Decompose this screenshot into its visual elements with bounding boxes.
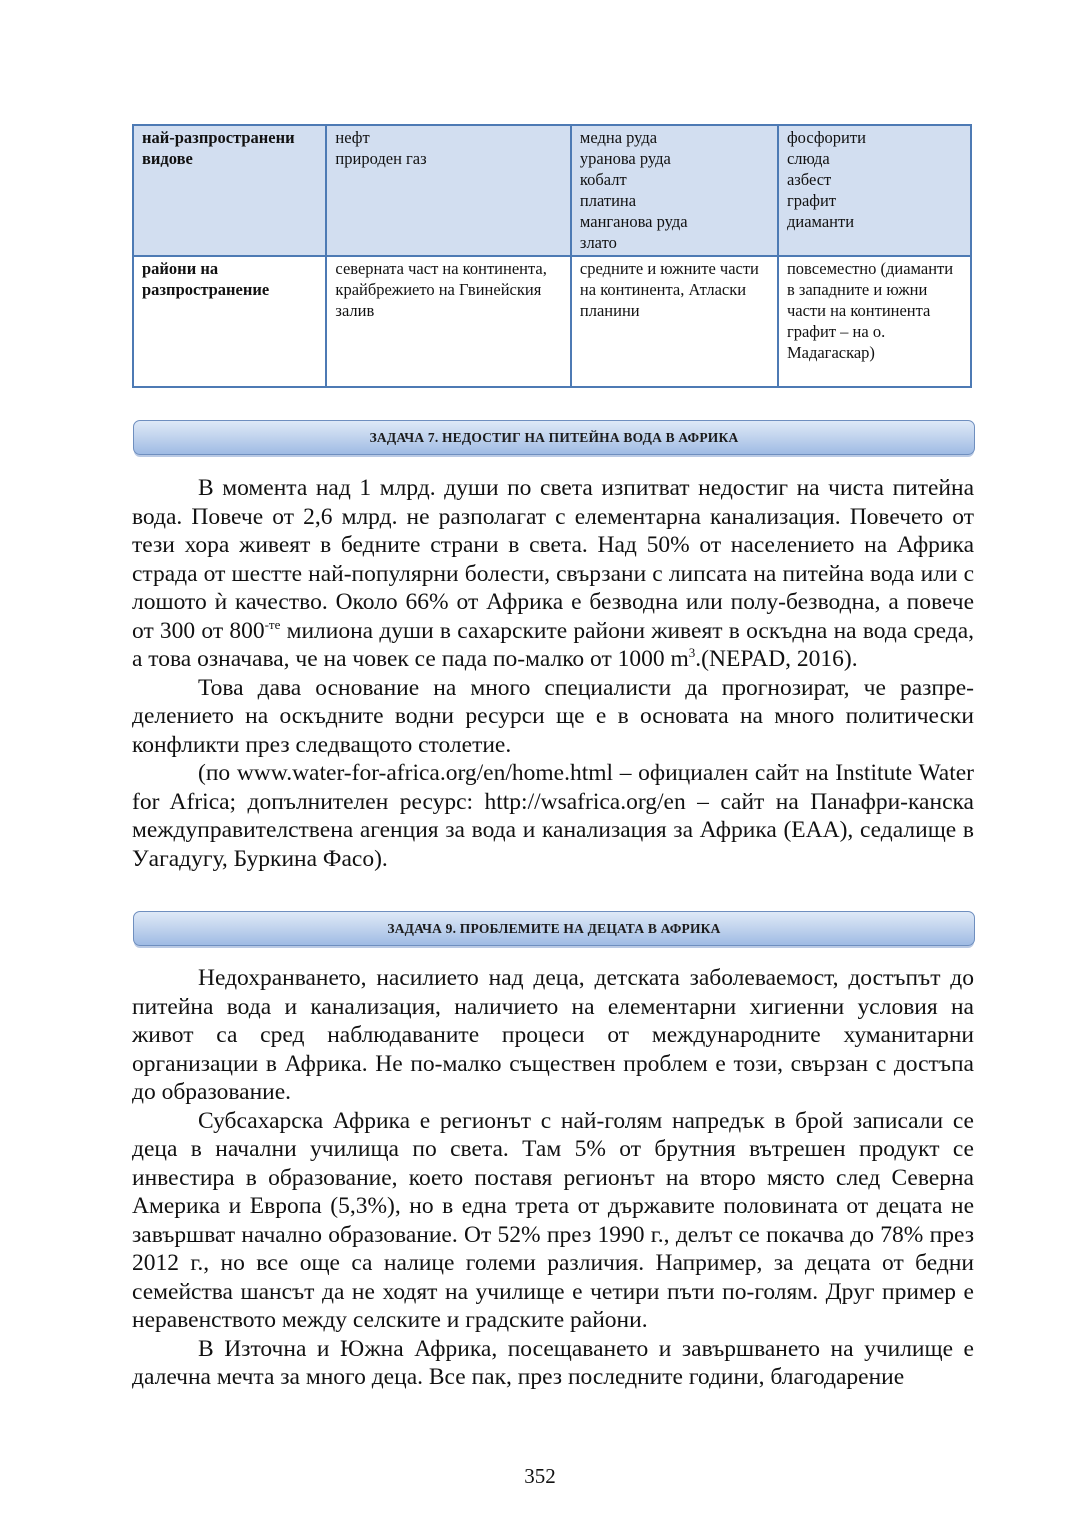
minerals-table	[132, 124, 972, 388]
table-row	[133, 125, 971, 256]
table-cell	[326, 125, 571, 256]
cell-line: манганова руда	[579, 212, 688, 231]
section-9-body	[132, 964, 974, 1392]
page-number: 352	[524, 1464, 556, 1488]
paragraph: Това дава основание на много специалисти да прогнозират, че разпре-делението на оскъдните водни ресурси ще е в основата на много политически конфликти през следващото столетие.	[132, 674, 974, 758]
table-cell	[778, 256, 971, 387]
cell-line: кобалт	[579, 170, 627, 189]
cell-line: азбест	[786, 170, 832, 189]
cell-text: повсеместно (диаманти в западните и южни части на континента графит – на о. Мадагаскар)	[786, 259, 954, 362]
paragraph-text: .(NEPAD, 2016).	[695, 646, 858, 672]
cell-line: слюда	[786, 149, 830, 168]
table-cell	[571, 256, 778, 387]
cell-line: злато	[579, 233, 617, 252]
table-cell	[326, 256, 571, 387]
section-7-body	[132, 474, 974, 873]
paragraph-text: милиона души в сахарските райони живеят в оскъдна на вода среда, а това означава, че на човек се пада по-малко от 1000 m	[132, 617, 975, 672]
row-label-text: райони на разпространение	[142, 259, 270, 299]
paragraph: В Източна и Южна Африка, посещаването и завършването на училище е далечна мечта за много деца. Все пак, през последните години, благодарение	[132, 1335, 974, 1390]
paragraph-text: В момента над 1 млрд. души по света изпитват недостиг на чиста питейна вода. Повече от 2,6 млрд. не разполагат с елементарна канализация. Повечето от тези хора живеят в бедните страни в света. Над 50% от населението на Африка страда от шестте най-популярни болести, свързани с липсата на питейна вода или с лошото ѝ качество. Около 66% от Африка е безводна или полу-безводна, а повече от 300 от 800	[132, 475, 974, 644]
table-cell	[778, 125, 971, 256]
cell-text: северната част на континента, крайбрежието на Гвинейския залив	[335, 259, 547, 320]
paragraph: Субсахарска Африка е регионът с най-голям напредък в брой записали се деца в начални училища по света. Там 5% от брутния вътрешен продукт се инвестира в образование, което поставя регионът на второ място след Северна Америка и Европа (5,3%), но в една трета от държавите половината от децата не завършват начално образование. От 52% през 1990 г., делът се покачва до 78% през 2012 г., но все още са налице големи различия. Например, за децата от бедни семейства шансът да не ходят на училище е четири пъти по-голям. Друг пример е неравенството между селските и градските райони.	[132, 1107, 974, 1333]
cell-line: нефт	[335, 128, 370, 147]
cell-line: природен газ	[335, 149, 427, 168]
cell-line: уранова руда	[579, 149, 671, 168]
section-9-heading: ЗАДАЧА 9. ПРОБЛЕМИТЕ НА ДЕЦАТА В АФРИКА	[133, 911, 975, 946]
cell-line: диаманти	[786, 212, 855, 231]
superscript: 3	[688, 645, 696, 661]
section-7-heading: ЗАДАЧА 7. НЕДОСТИГ НА ПИТЕЙНА ВОДА В АФРИКА	[133, 420, 975, 455]
table-cell	[571, 125, 778, 256]
cell-text: средните и южните части на континента, Атласки планини	[579, 259, 759, 320]
row-label	[133, 256, 326, 387]
paragraph	[132, 474, 974, 674]
cell-line: фосфорити	[786, 128, 866, 147]
cell-line: графит	[786, 191, 837, 210]
cell-line: платина	[579, 191, 637, 210]
cell-line: медна руда	[579, 128, 658, 147]
paragraph: Недохранването, насилието над деца, детската заболеваемост, достъпът до питейна вода и канализация, наличието на елементарни хигиенни условия на живот са сред наблюдаваните процеси от международните хуманитарни организации в Африка. Не по-малко съществен проблем е този, свързан с достъпа до образование.	[132, 965, 974, 1105]
row-label-text: най-разпространени видове	[142, 128, 295, 168]
paragraph: (по www.water-for-africa.org/en/home.html – официален сайт на Institute Water for Africa; допълнителен ресурс: http://wsafrica.org/en – сайт на Панафри-канска междуправителствена агенция за вода и канализация за Африка (ЕАА), седалище в Уагадугу, Буркина Фасо).	[132, 760, 974, 872]
row-label	[133, 125, 326, 256]
table-row	[133, 256, 971, 387]
superscript: -те	[264, 616, 281, 632]
